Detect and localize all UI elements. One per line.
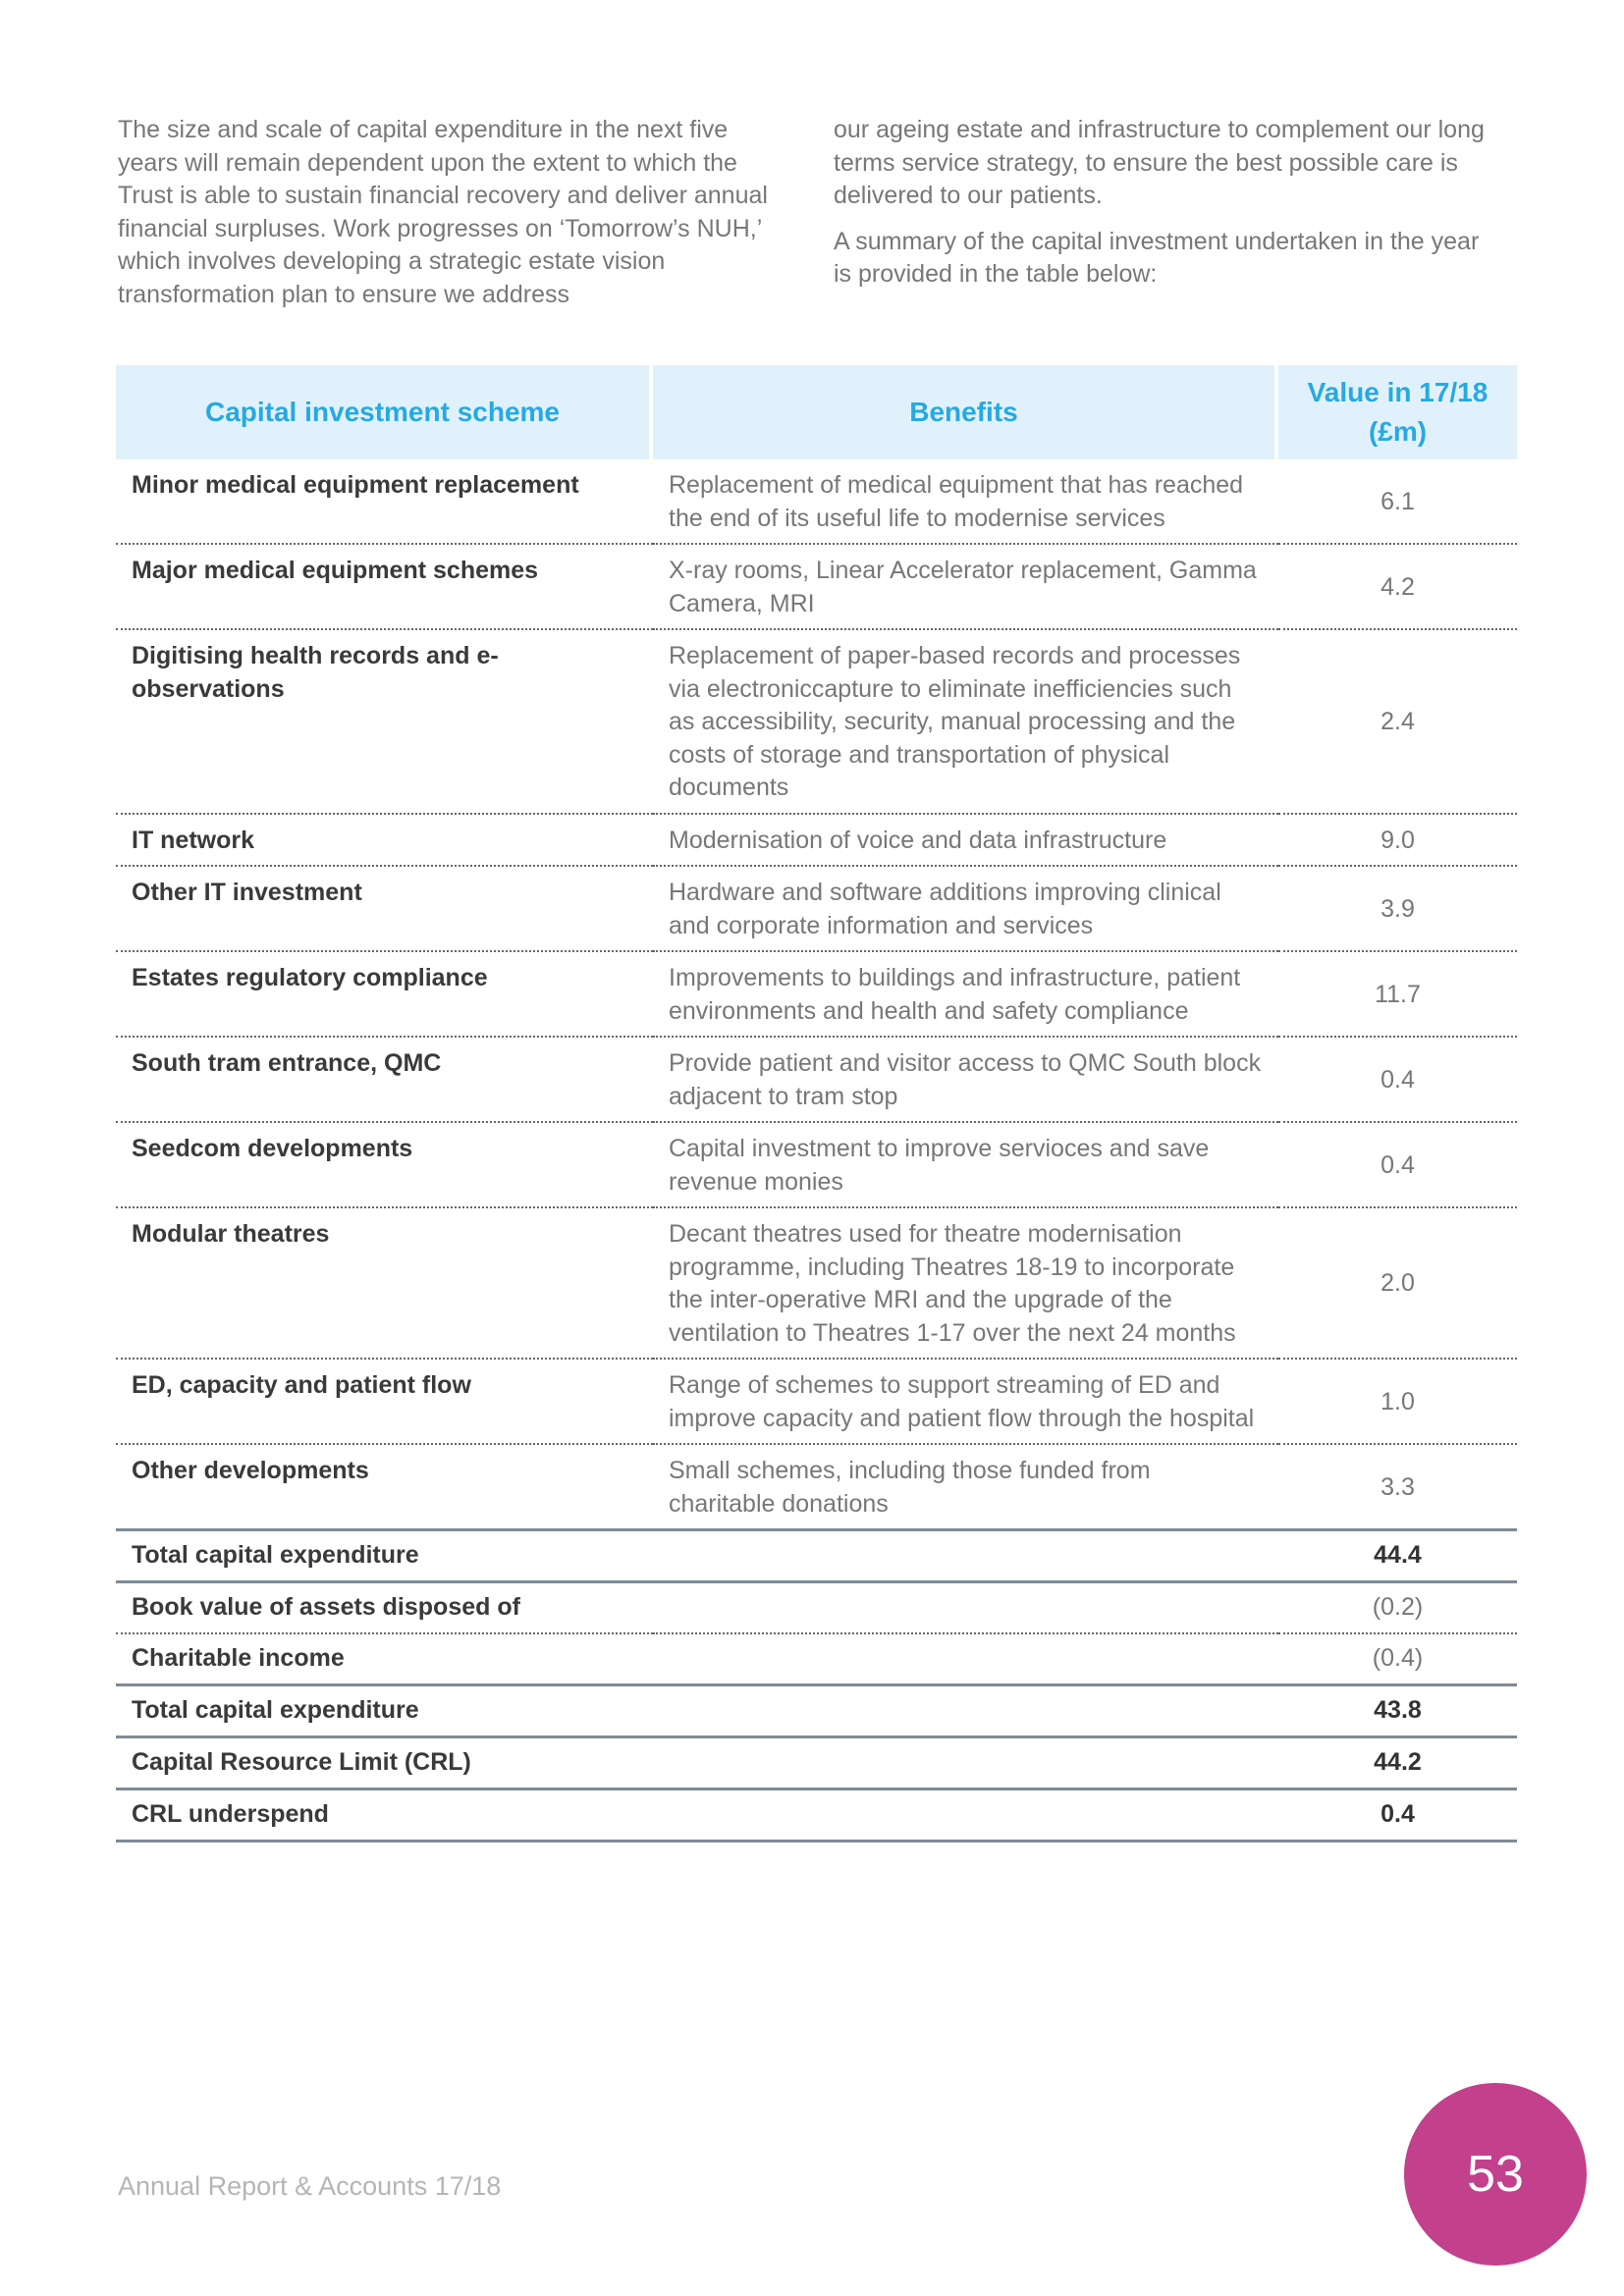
value-cell: 3.3 [1278,1445,1517,1531]
value-cell: 4.2 [1278,545,1517,630]
summary-label: Total capital expenditure [116,1531,653,1583]
value-cell: 0.4 [1278,1038,1517,1123]
benefits-cell: Provide patient and visitor access to QMC South block adjacent to tram stop [653,1038,1278,1123]
intro-paragraph: The size and scale of capital expenditure in the next five years will remain dependent upon the extent to which the Trust is able to sustain financial recovery and deliver annual financial surpluses. Work progresses on ‘Tomorrow’s NUH,’ which involves developing a strategic estate vision transformation plan to ensure we address [118,116,768,308]
table-row [116,1123,1517,1208]
summary-value: (0.4) [1278,1634,1517,1686]
table-row [116,545,1517,630]
benefits-cell: Small schemes, including those funded from charitable donations [653,1445,1278,1531]
summary-row [116,1531,1517,1583]
intro-column-left [118,114,785,324]
scheme-cell: Other IT investment [116,867,653,952]
table-row [116,1038,1517,1123]
value-cell: 9.0 [1278,815,1517,868]
table-row [116,459,1517,545]
summary-empty [653,1738,1278,1790]
summary-label: Total capital expenditure [116,1686,653,1738]
summary-row [116,1686,1517,1738]
table-row [116,1360,1517,1445]
benefits-cell: Decant theatres used for theatre modernisation programme, including Theatres 18-19 to incorporate the inter-operative MRI and the upgrade of the ventilation to Theatres 1-17 over the next 24 months [653,1208,1278,1360]
scheme-cell: South tram entrance, QMC [116,1038,653,1123]
table-row [116,1208,1517,1360]
scheme-cell: IT network [116,815,653,868]
scheme-cell: Major medical equipment schemes [116,545,653,630]
summary-value: 44.4 [1278,1531,1517,1583]
summary-label: CRL underspend [116,1790,653,1842]
summary-empty [653,1790,1278,1842]
intro-paragraph: A summary of the capital investment undertaken in the year is provided in the table below: [834,227,1480,288]
value-cell: 3.9 [1278,867,1517,952]
intro-paragraph: our ageing estate and infrastructure to complement our long terms service strategy, to ensure the best possible care is delivered to our patients. [834,116,1485,209]
benefits-cell: Hardware and software additions improving clinical and corporate information and services [653,867,1278,952]
value-cell: 1.0 [1278,1360,1517,1445]
summary-value: 44.2 [1278,1738,1517,1790]
table-row [116,952,1517,1038]
scheme-cell: Modular theatres [116,1208,653,1360]
header-value: Value in 17/18 (£m) [1278,365,1517,459]
summary-value: 43.8 [1278,1686,1517,1738]
table-row [116,1445,1517,1531]
table-header-row [116,365,1517,459]
value-cell: 0.4 [1278,1123,1517,1208]
summary-row [116,1583,1517,1634]
summary-label: Charitable income [116,1634,653,1686]
benefits-cell: Range of schemes to support streaming of ED and improve capacity and patient flow through the hospital [653,1360,1278,1445]
footer-title: Annual Report & Accounts 17/18 [118,2171,502,2201]
scheme-cell: Digitising health records and e-observations [116,630,653,815]
value-cell: 2.0 [1278,1208,1517,1360]
page-number: 53 [1467,2146,1524,2203]
table-row [116,867,1517,952]
value-cell: 6.1 [1278,459,1517,545]
summary-row [116,1738,1517,1790]
table-row [116,630,1517,815]
benefits-cell: Capital investment to improve servioces and save revenue monies [653,1123,1278,1208]
summary-empty [653,1583,1278,1634]
capital-investment-table [116,365,1517,1842]
benefits-cell: Modernisation of voice and data infrastructure [653,815,1278,868]
value-cell: 11.7 [1278,952,1517,1038]
table-row [116,815,1517,868]
benefits-cell: X-ray rooms, Linear Accelerator replacement, Gamma Camera, MRI [653,545,1278,630]
page-number-badge [1404,2083,1587,2266]
scheme-cell: Estates regulatory compliance [116,952,653,1038]
intro-column-right [834,114,1501,304]
summary-empty [653,1531,1278,1583]
benefits-cell: Replacement of medical equipment that has reached the end of its useful life to modernise services [653,459,1278,545]
summary-label: Book value of assets disposed of [116,1583,653,1634]
summary-row [116,1634,1517,1686]
summary-label: Capital Resource Limit (CRL) [116,1738,653,1790]
scheme-cell: ED, capacity and patient flow [116,1360,653,1445]
benefits-cell: Improvements to buildings and infrastructure, patient environments and health and safety compliance [653,952,1278,1038]
value-cell: 2.4 [1278,630,1517,815]
summary-value: 0.4 [1278,1790,1517,1842]
header-scheme: Capital investment scheme [116,365,653,459]
scheme-cell: Seedcom developments [116,1123,653,1208]
summary-empty [653,1634,1278,1686]
summary-value: (0.2) [1278,1583,1517,1634]
header-benefits: Benefits [653,365,1278,459]
summary-empty [653,1686,1278,1738]
scheme-cell: Minor medical equipment replacement [116,459,653,545]
benefits-cell: Replacement of paper-based records and processes via electroniccapture to eliminate inefficiencies such as accessibility, security, manual processing and the costs of storage and transportation of physical documents [653,630,1278,815]
summary-row [116,1790,1517,1842]
scheme-cell: Other developments [116,1445,653,1531]
